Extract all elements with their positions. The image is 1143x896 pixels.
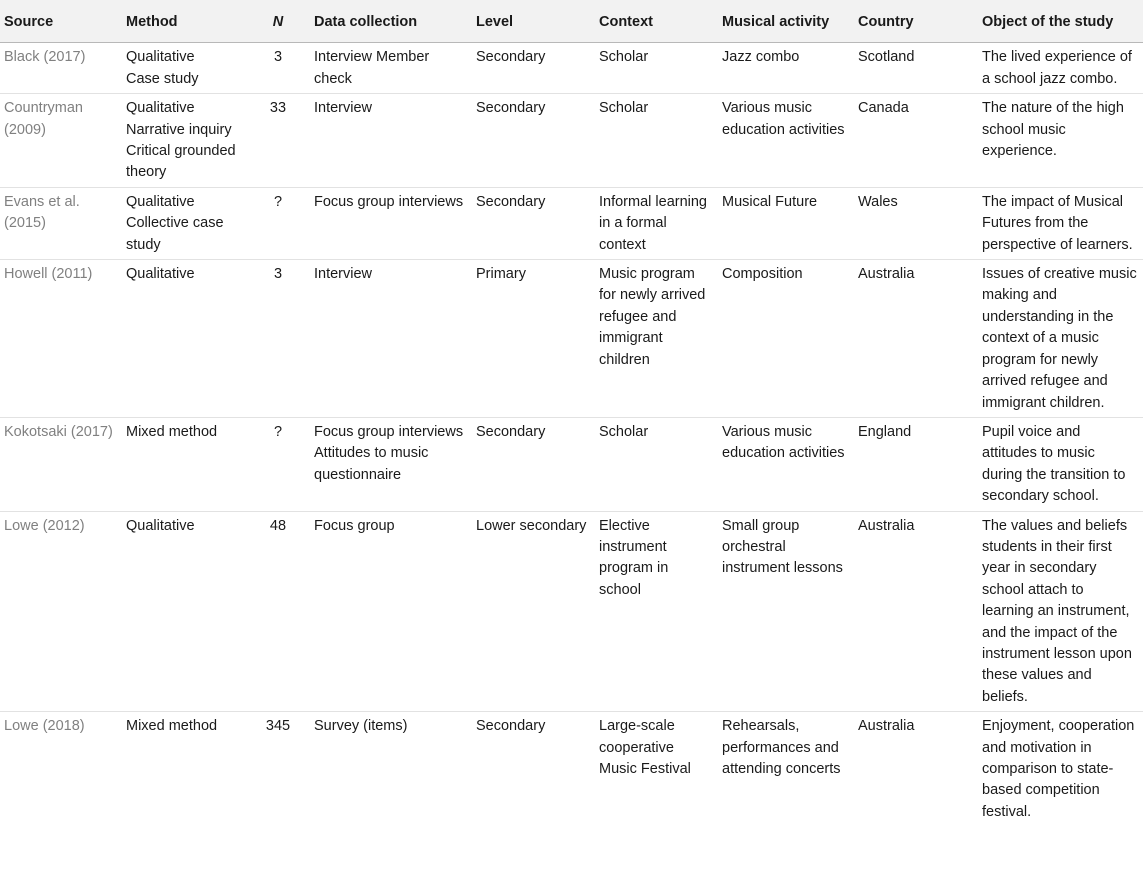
cell-method [122,511,246,712]
cell-object: The lived experience of a school jazz combo. [978,43,1143,94]
cell-country: Australia [858,718,915,735]
cell-source: Lowe (2012) [0,511,122,712]
header-country: Country [854,0,978,43]
cell-musical-activity: Rehearsals, performances and attending concerts [722,718,841,777]
header-object: Object of the study [978,0,1143,43]
method-line: Mixed method [126,718,218,735]
cell-data-collection: Focus group interviews [310,187,472,259]
method-line: Mixed method [126,423,218,440]
cell-level: Secondary [472,94,595,188]
cell-object: The nature of the high school music experience. [978,94,1143,188]
cell-data-collection: Focus group [310,511,472,712]
cell-source: Countryman (2009) [0,94,122,188]
cell-level: Secondary [472,187,595,259]
cell-data-collection: Interview Member check [310,43,472,94]
cell-context: Elective instrument program in school [595,511,718,712]
cell-context: Music program for newly arrived refugee and immigrant children [595,260,718,418]
method-line: Qualitative [126,517,195,534]
cell-level: Secondary [472,417,595,511]
cell-n: ? [246,417,310,511]
cell-data-collection: Survey (items) [314,718,408,735]
method-line: Qualitative Collective case study [126,193,224,253]
table-row [0,94,1143,188]
header-context: Context [595,0,718,43]
cell-context: Scholar [595,94,718,188]
cell-source: Black (2017) [0,43,122,94]
cell-method [122,43,246,94]
cell-source: Lowe (2018) [4,718,85,735]
cell-n: 33 [246,94,310,188]
cell-object: The values and beliefs students in their first year in secondary school attach to learning an instrument, and the impact of the instrument lesson upon these values and beliefs. [978,511,1143,712]
cell-object: Issues of creative music making and understanding in the context of a music program for newly arrived refugee and immigrant children. [978,260,1143,418]
cell-data-collection: Interview [310,94,472,188]
cell-level: Secondary [472,43,595,94]
cell-method [122,94,246,188]
cell-musical-activity: Jazz combo [718,43,854,94]
cell-object: The impact of Musical Futures from the perspective of learners. [978,187,1143,259]
cell-country: Scotland [854,43,978,94]
cell-country: Wales [854,187,978,259]
table-row [0,187,1143,259]
cell-object: Enjoyment, cooperation and motivation in comparison to state-based competition festival. [982,718,1135,820]
table-row [0,511,1143,712]
header-musical-activity: Musical activity [718,0,854,43]
cell-object: Pupil voice and attitudes to music during the transition to secondary school. [978,417,1143,511]
cell-n: 345 [265,718,291,735]
cell-method [122,260,246,418]
cell-country: Australia [854,260,978,418]
cell-country: Canada [854,94,978,188]
cell-musical-activity: Musical Future [718,187,854,259]
cell-level: Secondary [476,718,546,735]
header-level: Level [472,0,595,43]
cell-n: 48 [246,511,310,712]
cell-context: Informal learning in a formal context [595,187,718,259]
header-row [0,0,1143,43]
cell-method [122,187,246,259]
cell-source: Evans et al. (2015) [0,187,122,259]
cell-data-collection: Interview [310,260,472,418]
cell-method [122,712,246,827]
cell-context: Scholar [595,417,718,511]
header-data-collection: Data collection [310,0,472,43]
cell-musical-activity: Small group orchestral instrument lessons [718,511,854,712]
table-row [0,260,1143,418]
cell-source: Howell (2011) [0,260,122,418]
cell-n: 3 [246,43,310,94]
header-method: Method [122,0,246,43]
table-row [0,417,1143,511]
header-source: Source [0,0,122,43]
method-line: Qualitative Case study [126,49,199,87]
cell-context: Large-scale cooperative Music Festival [599,718,691,777]
cell-context: Scholar [595,43,718,94]
cell-country: England [854,417,978,511]
cell-musical-activity: Composition [718,260,854,418]
table-row [0,712,1143,827]
method-line: Qualitative [126,266,195,283]
cell-level: Lower secondary [472,511,595,712]
cell-musical-activity: Various music education activities [718,417,854,511]
cell-method [122,417,246,511]
table-row [0,43,1143,94]
cell-musical-activity: Various music education activities [718,94,854,188]
cell-level: Primary [472,260,595,418]
cell-source: Kokotsaki (2017) [0,417,122,511]
cell-country: Australia [854,511,978,712]
method-line: Qualitative Narrative inquiry Critical grounded theory [126,100,236,181]
cell-data-collection: Focus group interviews Attitudes to music questionnaire [310,417,472,511]
header-n: N [246,0,310,43]
cell-n: ? [246,187,310,259]
cell-n: 3 [246,260,310,418]
